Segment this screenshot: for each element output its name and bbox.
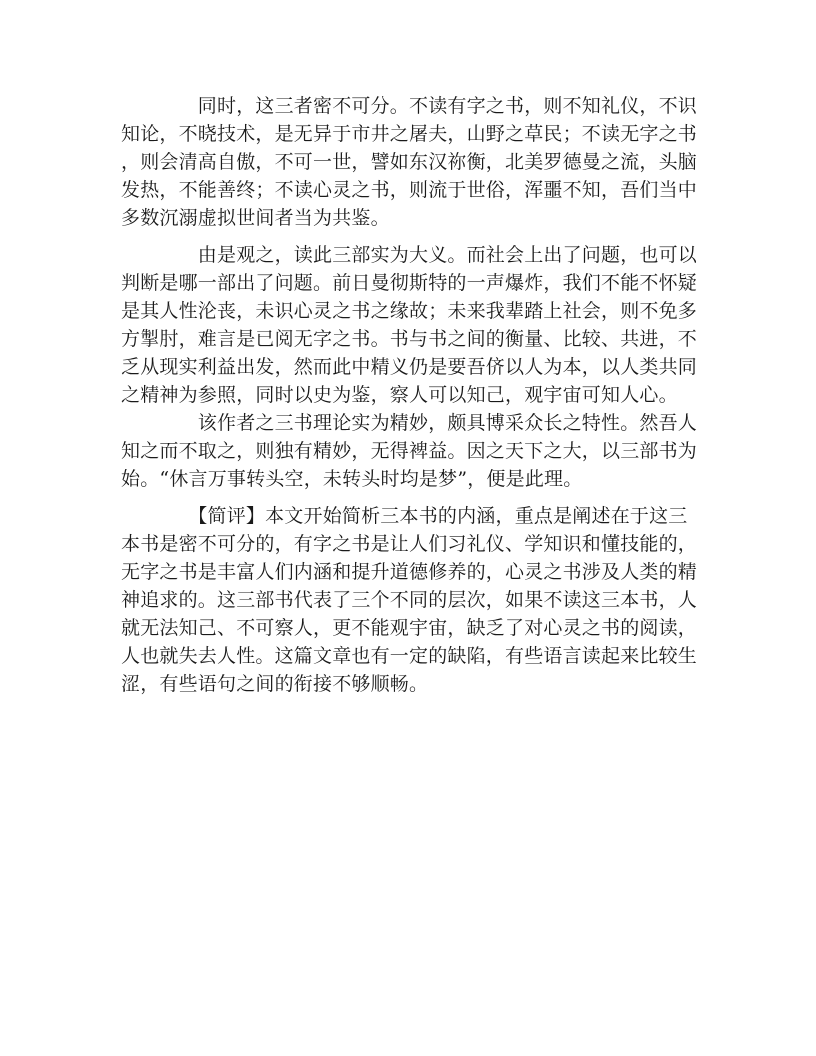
text-line: 该作者之三书理论实为精妙，颇具博采众长之特性。然吾人 xyxy=(121,412,698,434)
paragraph-4-review xyxy=(121,502,701,698)
text-line: 同时，这三者密不可分。不读有字之书，则不知礼仪，不识 xyxy=(121,95,698,117)
paragraph-2 xyxy=(121,241,701,409)
text-line: 由是观之，读此三部实为大义。而社会上出了问题，也可以 xyxy=(121,244,698,266)
text-line: 判断是哪一部出了问题。前日曼彻斯特的一声爆炸，我们不能不怀疑 xyxy=(121,272,698,294)
text-line: 始。“休言万事转头空，未转头时均是梦”，便是此理。 xyxy=(121,468,583,490)
text-line: 知论，不晓技术，是无异于市井之屠夫，山野之草民；不读无字之书 xyxy=(121,123,698,145)
text-line: 知之而不取之，则独有精妙，无得裨益。因之天下之大，以三部书为 xyxy=(121,440,698,462)
text-line: 无字之书是丰富人们内涵和提升道德修养的，心灵之书涉及人类的精 xyxy=(121,561,698,583)
text-line: 人也就失去人性。这篇文章也有一定的缺陷，有些语言读起来比较生 xyxy=(121,645,698,667)
text-line: 涩，有些语句之间的衔接不够顺畅。 xyxy=(121,673,429,695)
text-line: 就无法知己、不可察人，更不能观宇宙，缺乏了对心灵之书的阅读， xyxy=(121,617,698,639)
document-body xyxy=(121,92,701,698)
text-line: 多数沉溺虚拟世间者当为共鉴。 xyxy=(121,207,390,229)
paragraph-3 xyxy=(121,409,701,493)
text-line: 方掣肘，难言是已阅无字之书。书与书之间的衡量、比较、共进，不 xyxy=(121,328,698,350)
text-line: 之精神为参照，同时以史为鉴，察人可以知己，观宇宙可知人心。 xyxy=(121,384,678,406)
text-line: 是其人性沦丧，未识心灵之书之缘故；未来我辈踏上社会，则不免多 xyxy=(121,300,698,322)
text-line: 发热，不能善终；不读心灵之书，则流于世俗，浑噩不知，吾们当中 xyxy=(121,179,698,201)
text-line: 【简评】本文开始简析三本书的内涵，重点是阐述在于这三 xyxy=(121,505,688,527)
text-line: ，则会清高自傲，不可一世，譬如东汉祢衡，北美罗德曼之流，头脑 xyxy=(121,151,698,173)
text-line: 乏从现实利益出发，然而此中精义仍是要吾侪以人为本，以人类共同 xyxy=(121,356,698,378)
paragraph-1 xyxy=(121,92,701,232)
text-line: 神追求的。这三部书代表了三个不同的层次，如果不读这三本书，人 xyxy=(121,589,698,611)
text-line: 本书是密不可分的，有字之书是让人们习礼仪、学知识和懂技能的， xyxy=(121,533,698,555)
